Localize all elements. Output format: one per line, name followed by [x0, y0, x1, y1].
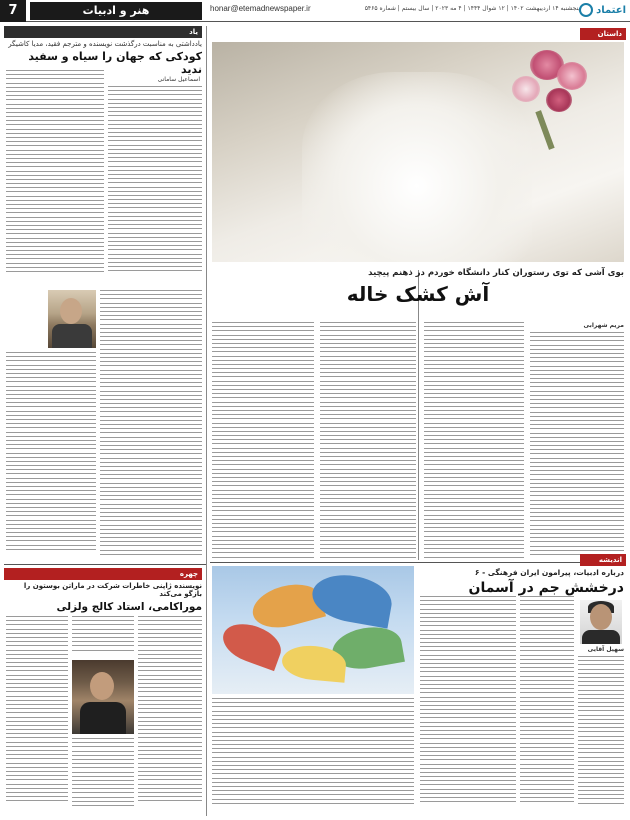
murakami-text-col2-top: [72, 616, 134, 656]
column-divider: [206, 26, 207, 816]
story-text-col1: [530, 332, 624, 560]
top-story-byline: مریم شهرابی: [583, 322, 624, 329]
story-text-col2: [424, 322, 524, 560]
logo-icon: [579, 3, 593, 17]
column-divider: [418, 270, 419, 560]
murakami-text-col2-bottom: [72, 738, 134, 816]
murakami-headline: [4, 582, 202, 613]
portrait-photo-murakami: [72, 660, 134, 734]
murakami-text-col1: [138, 616, 202, 816]
top-story-kicker: بوی آشی که توی رستوران کنار دانشگاه خوردم در ذهنم پیچید: [368, 268, 624, 278]
bottom-story-kicker: درباره ادبیات، پیرامون ایران فرهنگی - ۶: [474, 568, 624, 577]
portrait-photo-kashigar: [48, 290, 96, 348]
murakami-text-col3: [6, 616, 68, 816]
murakami-kicker: نویسنده ژاپنی خاطرات شرکت در ماراتن بوستون را بازگو می‌کند: [23, 582, 202, 598]
left-byline: اسماعیل سامانی: [157, 76, 200, 83]
story-text-col3: [320, 322, 416, 560]
illustration-simorgh: [212, 566, 414, 694]
bottom-text-col4: [212, 698, 414, 816]
section-label-dastan: داستان: [580, 28, 626, 40]
left-text-col1: [108, 86, 202, 282]
section-rule: [210, 562, 626, 563]
left-title: کودکی که جهان را سیاه و سفید ندید: [28, 50, 202, 76]
story-text-col4: [212, 322, 314, 560]
left-text-col2: [6, 70, 104, 282]
murakami-title: موراکامی، استاد کالج ولزلی: [56, 601, 202, 613]
section-label-chehre: چهره: [4, 568, 202, 580]
top-story-title: آش کشک خاله: [346, 282, 490, 306]
bottom-text-col2: [520, 596, 574, 816]
section-title: هنر و ادبیات: [30, 2, 202, 20]
wedding-dress-photo: [212, 42, 624, 262]
newspaper-logo: [579, 3, 626, 17]
left-text-col3: [100, 290, 202, 560]
section-rule: [4, 564, 206, 565]
author-photo-aghaei: [580, 600, 622, 644]
email-link[interactable]: honar@etemadnewspaper.ir: [210, 4, 311, 13]
bottom-story-author: سهیل آقایی: [587, 646, 624, 653]
bottom-text-col1: [578, 656, 624, 816]
bottom-text-col3: [420, 596, 516, 816]
left-text-col4: [6, 352, 96, 560]
bottom-story-headline: [420, 568, 624, 596]
bottom-story-title: درخشش جم در آسمان: [468, 580, 624, 596]
page-header: [0, 0, 630, 22]
left-kicker: یادداشتی به مناسبت درگذشت نویسنده و مترجم فقید، مدیا کاشیگر: [8, 40, 202, 48]
top-story-headline: [212, 268, 624, 306]
date-line: پنجشنبه ۱۴ اردیبهشت ۱۴۰۲ | ۱۲ شوال ۱۴۴۴ | ۴ مه ۲۰۲۳ | سال بیستم | شماره ۵۴۶۵: [364, 5, 580, 12]
logo-text: اعتماد: [596, 5, 626, 16]
page-number: 7: [0, 0, 26, 22]
section-label-yad: یاد: [4, 26, 202, 38]
section-label-andishe: اندیشه: [580, 554, 626, 566]
